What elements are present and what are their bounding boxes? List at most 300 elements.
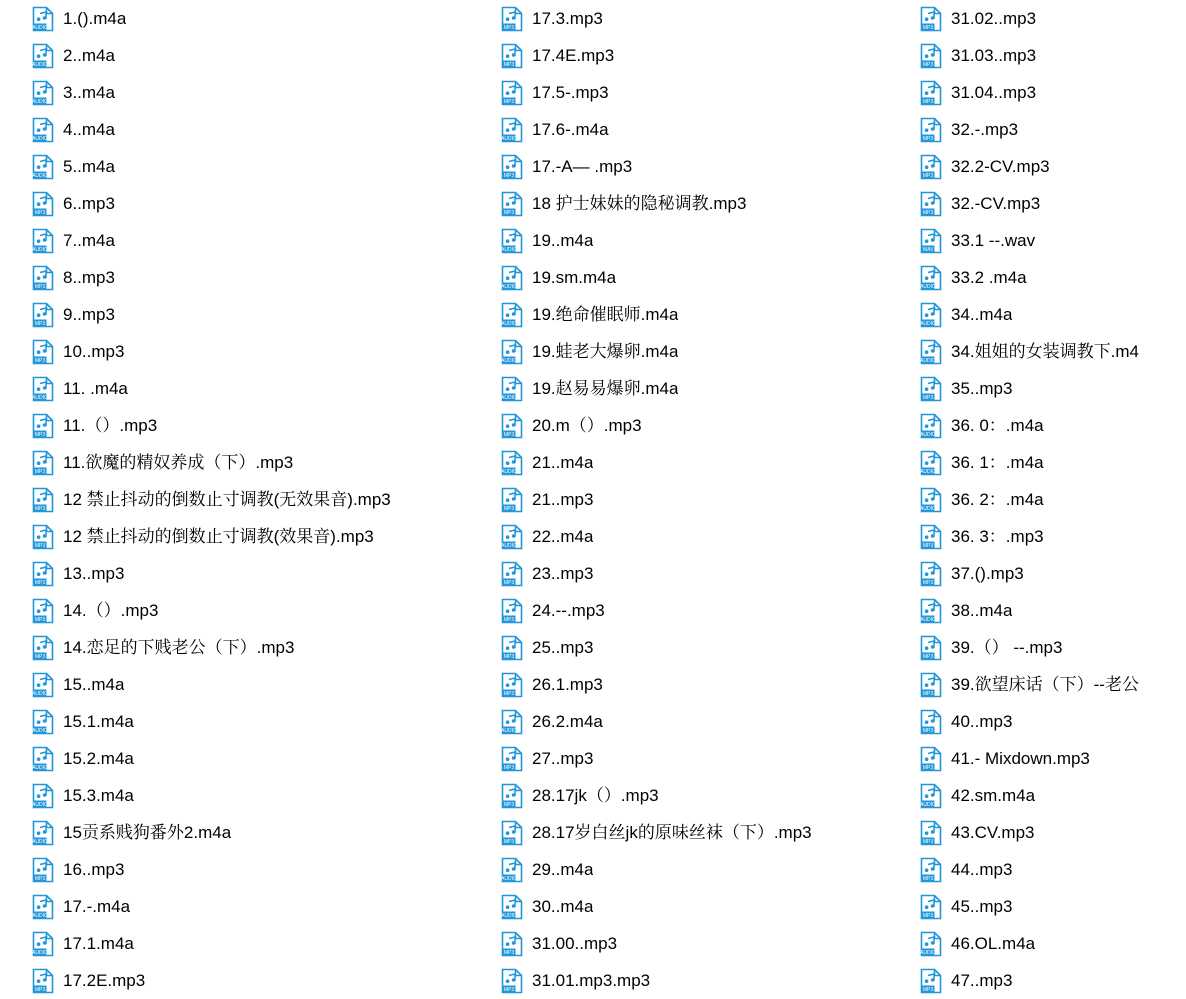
file-name-label: 31.04..mp3 xyxy=(951,83,1037,102)
audio-file-icon xyxy=(32,80,54,106)
file-list-item[interactable] xyxy=(0,962,493,999)
audio-file-icon xyxy=(32,228,54,254)
audio-file-icon xyxy=(32,413,54,439)
svg-text:MP3: MP3 xyxy=(503,986,515,993)
file-name-label: 34..m4a xyxy=(951,305,1013,324)
audio-file-icon xyxy=(501,302,523,328)
file-list-item[interactable] xyxy=(920,925,1186,962)
file-name-label: 37.().mp3 xyxy=(951,564,1024,583)
file-list-item[interactable] xyxy=(0,259,493,296)
file-list-item[interactable] xyxy=(0,703,493,740)
file-list-item[interactable] xyxy=(920,888,1186,925)
file-name-label: 29..m4a xyxy=(532,860,594,879)
file-list-item[interactable] xyxy=(0,555,493,592)
file-name-label: 33.2 .m4a xyxy=(951,268,1027,287)
audio-file-icon xyxy=(501,524,523,550)
file-list-item[interactable] xyxy=(0,444,493,481)
file-list-item[interactable] xyxy=(920,185,1186,222)
file-list-item[interactable] xyxy=(920,222,1186,259)
svg-text:MP3: MP3 xyxy=(503,98,515,105)
file-list-item[interactable] xyxy=(0,666,493,703)
file-list-item[interactable] xyxy=(0,851,493,888)
audio-file-icon xyxy=(32,672,54,698)
svg-text:MP3: MP3 xyxy=(503,653,515,660)
audio-file-icon xyxy=(920,857,942,883)
audio-file-icon xyxy=(32,524,54,550)
file-list-item[interactable] xyxy=(0,74,493,111)
svg-text:MP3: MP3 xyxy=(503,838,515,845)
file-list-item[interactable] xyxy=(0,111,493,148)
svg-text:MP3: MP3 xyxy=(503,61,515,68)
file-name-label: 6..mp3 xyxy=(63,194,115,213)
svg-text:MP3: MP3 xyxy=(922,542,934,549)
file-name-label: 31.00..mp3 xyxy=(532,934,618,953)
file-list-item[interactable] xyxy=(493,407,920,444)
file-list-item[interactable] xyxy=(493,370,920,407)
file-list-item[interactable] xyxy=(493,962,920,999)
svg-text:MP3: MP3 xyxy=(34,431,46,438)
file-list-item[interactable] xyxy=(0,0,493,37)
audio-file-icon xyxy=(920,487,942,513)
audio-file-icon xyxy=(920,709,942,735)
file-name-label: 17.3.mp3 xyxy=(532,9,603,28)
file-name-label: 38..m4a xyxy=(951,601,1013,620)
svg-text:AUDIO: AUDIO xyxy=(32,394,48,401)
audio-file-icon xyxy=(501,857,523,883)
file-name-label: 20.m（）.mp3 xyxy=(532,416,642,435)
file-name-label: 9..mp3 xyxy=(63,305,115,324)
file-list-item[interactable] xyxy=(920,703,1186,740)
file-list-item[interactable] xyxy=(493,444,920,481)
file-list-item[interactable] xyxy=(920,555,1186,592)
file-name-label: 33.1 --.wav xyxy=(951,231,1036,250)
file-list-item[interactable] xyxy=(920,629,1186,666)
svg-text:AUDIO: AUDIO xyxy=(920,801,936,808)
svg-text:MP3: MP3 xyxy=(922,764,934,771)
audio-file-icon xyxy=(920,6,942,32)
file-list-item[interactable] xyxy=(0,814,493,851)
file-name-label: 45..mp3 xyxy=(951,897,1013,916)
file-name-label: 11.（）.mp3 xyxy=(63,416,158,435)
file-list-item[interactable] xyxy=(493,814,920,851)
file-list-item[interactable] xyxy=(493,703,920,740)
file-name-label: 36. 0：.m4a xyxy=(951,416,1044,435)
file-name-label: 23..mp3 xyxy=(532,564,594,583)
svg-text:AUDIO: AUDIO xyxy=(501,357,517,364)
audio-file-icon xyxy=(32,450,54,476)
file-list-item[interactable] xyxy=(0,888,493,925)
file-name-label: 27..mp3 xyxy=(532,749,594,768)
svg-text:MP3: MP3 xyxy=(922,98,934,105)
audio-file-icon xyxy=(920,339,942,365)
audio-file-icon xyxy=(920,43,942,69)
svg-text:MP3: MP3 xyxy=(503,209,515,216)
file-name-label: 43.CV.mp3 xyxy=(951,823,1035,842)
file-name-label: 12 禁止抖动的倒数止寸调教(无效果音).mp3 xyxy=(63,490,391,509)
svg-text:MP3: MP3 xyxy=(922,394,934,401)
file-column-2 xyxy=(493,0,920,999)
file-name-label: 24.--.mp3 xyxy=(532,601,605,620)
file-name-label: 36. 3：.mp3 xyxy=(951,527,1044,546)
file-name-label: 15.3.m4a xyxy=(63,786,134,805)
file-list-item[interactable] xyxy=(493,518,920,555)
svg-text:MP3: MP3 xyxy=(503,616,515,623)
svg-text:MP3: MP3 xyxy=(34,320,46,327)
svg-text:AUDIO: AUDIO xyxy=(501,246,517,253)
file-list-item[interactable] xyxy=(493,925,920,962)
svg-text:AUDIO: AUDIO xyxy=(32,24,48,31)
file-list-item[interactable] xyxy=(493,851,920,888)
svg-text:AUDIO: AUDIO xyxy=(920,357,936,364)
svg-text:AUDIO: AUDIO xyxy=(501,468,517,475)
audio-file-icon xyxy=(32,746,54,772)
file-list-item[interactable] xyxy=(493,296,920,333)
file-name-label: 15贡系贱狗番外2.m4a xyxy=(63,823,232,842)
audio-file-icon xyxy=(920,894,942,920)
svg-text:AUDIO: AUDIO xyxy=(920,283,936,290)
svg-text:MP3: MP3 xyxy=(922,838,934,845)
file-column-1 xyxy=(0,0,493,999)
svg-text:MP3: MP3 xyxy=(34,653,46,660)
file-name-label: 36. 2：.m4a xyxy=(951,490,1044,509)
file-list-item[interactable] xyxy=(0,629,493,666)
file-list-item[interactable] xyxy=(493,148,920,185)
audio-file-icon xyxy=(32,820,54,846)
svg-text:AUDIO: AUDIO xyxy=(501,727,517,734)
svg-text:MP3: MP3 xyxy=(922,61,934,68)
file-list-item[interactable] xyxy=(0,592,493,629)
file-name-label: 2..m4a xyxy=(63,46,115,65)
file-name-label: 19.蛙老大爆卵.m4a xyxy=(532,342,679,361)
audio-file-icon xyxy=(920,968,942,994)
audio-file-icon xyxy=(501,635,523,661)
file-name-label: 47..mp3 xyxy=(951,971,1013,990)
file-list-item[interactable] xyxy=(493,259,920,296)
file-list-item[interactable] xyxy=(0,37,493,74)
svg-text:MP3: MP3 xyxy=(503,172,515,179)
file-name-label: 22..m4a xyxy=(532,527,594,546)
svg-text:AUDIO: AUDIO xyxy=(32,764,48,771)
svg-text:AUDIO: AUDIO xyxy=(32,172,48,179)
audio-file-icon xyxy=(32,265,54,291)
file-list-item[interactable] xyxy=(920,0,1186,37)
file-name-label: 39.欲望床话（下）--老公 xyxy=(951,675,1139,694)
file-name-label: 19..m4a xyxy=(532,231,594,250)
audio-file-icon xyxy=(920,598,942,624)
audio-file-icon xyxy=(501,746,523,772)
file-name-label: 16..mp3 xyxy=(63,860,125,879)
svg-text:MP3: MP3 xyxy=(922,875,934,882)
file-list-item[interactable] xyxy=(920,370,1186,407)
file-list-item[interactable] xyxy=(920,259,1186,296)
svg-text:AUDIO: AUDIO xyxy=(32,949,48,956)
audio-file-icon xyxy=(920,265,942,291)
file-name-label: 40..mp3 xyxy=(951,712,1013,731)
audio-file-icon xyxy=(501,43,523,69)
file-name-label: 15.1.m4a xyxy=(63,712,134,731)
svg-text:AUDIO: AUDIO xyxy=(920,949,936,956)
file-list-item[interactable] xyxy=(0,407,493,444)
svg-text:AUDIO: AUDIO xyxy=(920,505,936,512)
file-list-item[interactable] xyxy=(920,962,1186,999)
file-list-item[interactable] xyxy=(493,888,920,925)
audio-file-icon xyxy=(501,931,523,957)
audio-file-icon xyxy=(32,857,54,883)
audio-file-icon xyxy=(32,191,54,217)
file-name-label: 28.17岁白丝jk的原味丝袜（下）.mp3 xyxy=(532,823,812,842)
file-list-item[interactable] xyxy=(920,444,1186,481)
svg-text:AUDIO: AUDIO xyxy=(501,135,517,142)
file-list-item[interactable] xyxy=(0,148,493,185)
audio-file-icon xyxy=(501,968,523,994)
svg-text:MP3: MP3 xyxy=(34,283,46,290)
audio-file-icon xyxy=(920,154,942,180)
file-name-label: 30..m4a xyxy=(532,897,594,916)
svg-text:AUDIO: AUDIO xyxy=(501,875,517,882)
audio-file-icon xyxy=(501,228,523,254)
file-name-label: 4..m4a xyxy=(63,120,115,139)
svg-text:AUDIO: AUDIO xyxy=(32,690,48,697)
svg-text:MP3: MP3 xyxy=(922,727,934,734)
audio-file-icon xyxy=(32,635,54,661)
file-name-label: 15.2.m4a xyxy=(63,749,134,768)
file-name-label: 39.（） --.mp3 xyxy=(951,638,1063,657)
audio-file-icon xyxy=(501,413,523,439)
file-list-item[interactable] xyxy=(0,518,493,555)
file-list-item[interactable] xyxy=(493,222,920,259)
svg-text:MP3: MP3 xyxy=(922,986,934,993)
file-name-label: 17.-.m4a xyxy=(63,897,131,916)
audio-file-icon xyxy=(920,302,942,328)
svg-text:AUDIO: AUDIO xyxy=(501,394,517,401)
svg-text:AUDIO: AUDIO xyxy=(32,61,48,68)
svg-text:MP3: MP3 xyxy=(34,209,46,216)
audio-file-icon xyxy=(501,6,523,32)
file-list-item[interactable] xyxy=(0,925,493,962)
audio-file-icon xyxy=(501,709,523,735)
svg-text:AUDIO: AUDIO xyxy=(920,468,936,475)
svg-text:AUDIO: AUDIO xyxy=(32,912,48,919)
file-list-item[interactable] xyxy=(493,0,920,37)
audio-file-icon xyxy=(501,265,523,291)
audio-file-icon xyxy=(501,154,523,180)
file-list-item[interactable] xyxy=(920,592,1186,629)
audio-file-icon xyxy=(501,117,523,143)
svg-text:AUDIO: AUDIO xyxy=(501,912,517,919)
file-list-item[interactable] xyxy=(920,407,1186,444)
audio-file-icon xyxy=(920,783,942,809)
svg-text:AUDIO: AUDIO xyxy=(32,98,48,105)
svg-text:MP3: MP3 xyxy=(503,24,515,31)
audio-file-icon xyxy=(32,339,54,365)
svg-text:AUDIO: AUDIO xyxy=(501,320,517,327)
file-name-label: 19.sm.m4a xyxy=(532,268,617,287)
audio-file-icon xyxy=(501,376,523,402)
svg-text:AUDIO: AUDIO xyxy=(501,542,517,549)
svg-text:MP3: MP3 xyxy=(34,986,46,993)
audio-file-icon xyxy=(920,746,942,772)
file-name-label: 26.2.m4a xyxy=(532,712,603,731)
svg-text:MP3: MP3 xyxy=(922,579,934,586)
svg-text:MP3: MP3 xyxy=(503,690,515,697)
file-name-label: 11. .m4a xyxy=(63,379,128,398)
file-name-label: 11.欲魔的精奴养成（下）.mp3 xyxy=(63,453,294,472)
file-list-item[interactable] xyxy=(920,333,1186,370)
file-list-item[interactable] xyxy=(493,333,920,370)
file-name-label: 3..m4a xyxy=(63,83,115,102)
file-list-item[interactable] xyxy=(920,37,1186,74)
audio-file-icon xyxy=(501,561,523,587)
svg-text:MP3: MP3 xyxy=(922,209,934,216)
file-name-label: 19.绝命催眠师.m4a xyxy=(532,305,679,324)
file-name-label: 17.-A— .mp3 xyxy=(532,157,633,176)
file-list-item[interactable] xyxy=(0,370,493,407)
svg-text:MP3: MP3 xyxy=(34,579,46,586)
file-list-item[interactable] xyxy=(920,481,1186,518)
audio-file-icon xyxy=(920,413,942,439)
svg-text:MP3: MP3 xyxy=(503,949,515,956)
file-list-item[interactable] xyxy=(920,777,1186,814)
audio-file-icon xyxy=(920,117,942,143)
audio-file-icon xyxy=(32,6,54,32)
audio-file-icon xyxy=(32,561,54,587)
audio-file-icon xyxy=(920,561,942,587)
file-list-item[interactable] xyxy=(493,592,920,629)
file-name-label: 8..mp3 xyxy=(63,268,115,287)
audio-file-icon xyxy=(501,339,523,365)
file-list-item[interactable] xyxy=(920,148,1186,185)
file-name-label: 18 护士妹妹的隐秘调教.mp3 xyxy=(532,194,747,213)
file-list-item[interactable] xyxy=(493,777,920,814)
file-list-item[interactable] xyxy=(493,74,920,111)
file-name-label: 28.17jk（）.mp3 xyxy=(532,786,659,805)
file-list-item[interactable] xyxy=(493,185,920,222)
file-list-item[interactable] xyxy=(0,185,493,222)
svg-text:MP3: MP3 xyxy=(34,542,46,549)
file-list-item[interactable] xyxy=(493,666,920,703)
file-list-item[interactable] xyxy=(920,296,1186,333)
file-list-item[interactable] xyxy=(0,333,493,370)
svg-text:MP3: MP3 xyxy=(34,357,46,364)
file-list-item[interactable] xyxy=(0,222,493,259)
audio-file-icon xyxy=(32,302,54,328)
svg-text:MP3: MP3 xyxy=(922,690,934,697)
file-name-label: 46.OL.m4a xyxy=(951,934,1036,953)
file-name-label: 1.().m4a xyxy=(63,9,127,28)
svg-text:MP3: MP3 xyxy=(34,616,46,623)
svg-text:MP3: MP3 xyxy=(922,912,934,919)
file-name-label: 35..mp3 xyxy=(951,379,1013,398)
file-name-label: 17.2E.mp3 xyxy=(63,971,146,990)
svg-text:AUDIO: AUDIO xyxy=(32,801,48,808)
file-list-item[interactable] xyxy=(920,740,1186,777)
audio-file-icon xyxy=(920,228,942,254)
audio-file-icon xyxy=(32,376,54,402)
svg-text:MP3: MP3 xyxy=(922,172,934,179)
svg-text:AUDIO: AUDIO xyxy=(32,246,48,253)
file-list-item[interactable] xyxy=(920,666,1186,703)
file-list-item[interactable] xyxy=(493,481,920,518)
file-name-label: 13..mp3 xyxy=(63,564,125,583)
file-list-item[interactable] xyxy=(0,777,493,814)
file-list-item[interactable] xyxy=(920,518,1186,555)
svg-text:MP3: MP3 xyxy=(503,505,515,512)
file-list-item[interactable] xyxy=(493,37,920,74)
svg-text:AUDIO: AUDIO xyxy=(32,727,48,734)
file-list-item[interactable] xyxy=(493,740,920,777)
svg-text:MP3: MP3 xyxy=(34,468,46,475)
file-list-item[interactable] xyxy=(0,296,493,333)
audio-file-icon xyxy=(920,635,942,661)
audio-file-icon xyxy=(920,191,942,217)
file-list-item[interactable] xyxy=(493,555,920,592)
audio-file-icon xyxy=(32,931,54,957)
audio-file-icon xyxy=(920,376,942,402)
svg-text:AUDIO: AUDIO xyxy=(32,135,48,142)
svg-text:MP3: MP3 xyxy=(503,764,515,771)
audio-file-icon xyxy=(32,154,54,180)
file-name-label: 32.-.mp3 xyxy=(951,120,1019,139)
file-list-item[interactable] xyxy=(493,629,920,666)
file-name-label: 31.02..mp3 xyxy=(951,9,1037,28)
svg-text:MP3: MP3 xyxy=(503,431,515,438)
svg-text:AUDIO: AUDIO xyxy=(32,838,48,845)
audio-file-icon xyxy=(501,191,523,217)
audio-file-icon xyxy=(920,820,942,846)
file-name-label: 5..m4a xyxy=(63,157,115,176)
audio-file-icon xyxy=(920,450,942,476)
file-list-item[interactable] xyxy=(920,851,1186,888)
svg-text:MP3: MP3 xyxy=(503,579,515,586)
file-name-label: 7..m4a xyxy=(63,231,115,250)
file-name-label: 19.赵易易爆卵.m4a xyxy=(532,379,679,398)
svg-text:AUDIO: AUDIO xyxy=(920,616,936,623)
file-name-label: 14.恋足的下贱老公（下）.mp3 xyxy=(63,638,295,657)
audio-file-icon xyxy=(920,931,942,957)
file-name-label: 21..m4a xyxy=(532,453,594,472)
file-list-item[interactable] xyxy=(920,74,1186,111)
file-list-item[interactable] xyxy=(493,111,920,148)
file-name-label: 36. 1：.m4a xyxy=(951,453,1044,472)
audio-file-icon xyxy=(32,709,54,735)
file-name-label: 10..mp3 xyxy=(63,342,125,361)
audio-file-icon xyxy=(501,598,523,624)
file-name-label: 31.03..mp3 xyxy=(951,46,1037,65)
file-name-label: 34.姐姐的女装调教下.m4 xyxy=(951,342,1139,361)
file-name-label: 17.4E.mp3 xyxy=(532,46,615,65)
audio-file-icon xyxy=(32,117,54,143)
audio-file-icon xyxy=(501,80,523,106)
audio-file-icon xyxy=(32,894,54,920)
audio-file-icon xyxy=(501,672,523,698)
file-list-item[interactable] xyxy=(0,481,493,518)
file-name-label: 41.- Mixdown.mp3 xyxy=(951,749,1090,768)
file-list-item[interactable] xyxy=(920,814,1186,851)
file-name-label: 32.-CV.mp3 xyxy=(951,194,1041,213)
file-name-label: 25..mp3 xyxy=(532,638,594,657)
svg-text:AUDIO: AUDIO xyxy=(920,431,936,438)
audio-file-icon xyxy=(920,672,942,698)
audio-file-icon xyxy=(32,43,54,69)
svg-text:MP3: MP3 xyxy=(34,875,46,882)
svg-text:MP3: MP3 xyxy=(922,135,934,142)
audio-file-icon xyxy=(501,820,523,846)
audio-file-icon xyxy=(920,524,942,550)
audio-file-icon xyxy=(501,487,523,513)
file-list-item[interactable] xyxy=(0,740,493,777)
file-list-item[interactable] xyxy=(920,111,1186,148)
file-name-label: 17.6-.m4a xyxy=(532,120,609,139)
